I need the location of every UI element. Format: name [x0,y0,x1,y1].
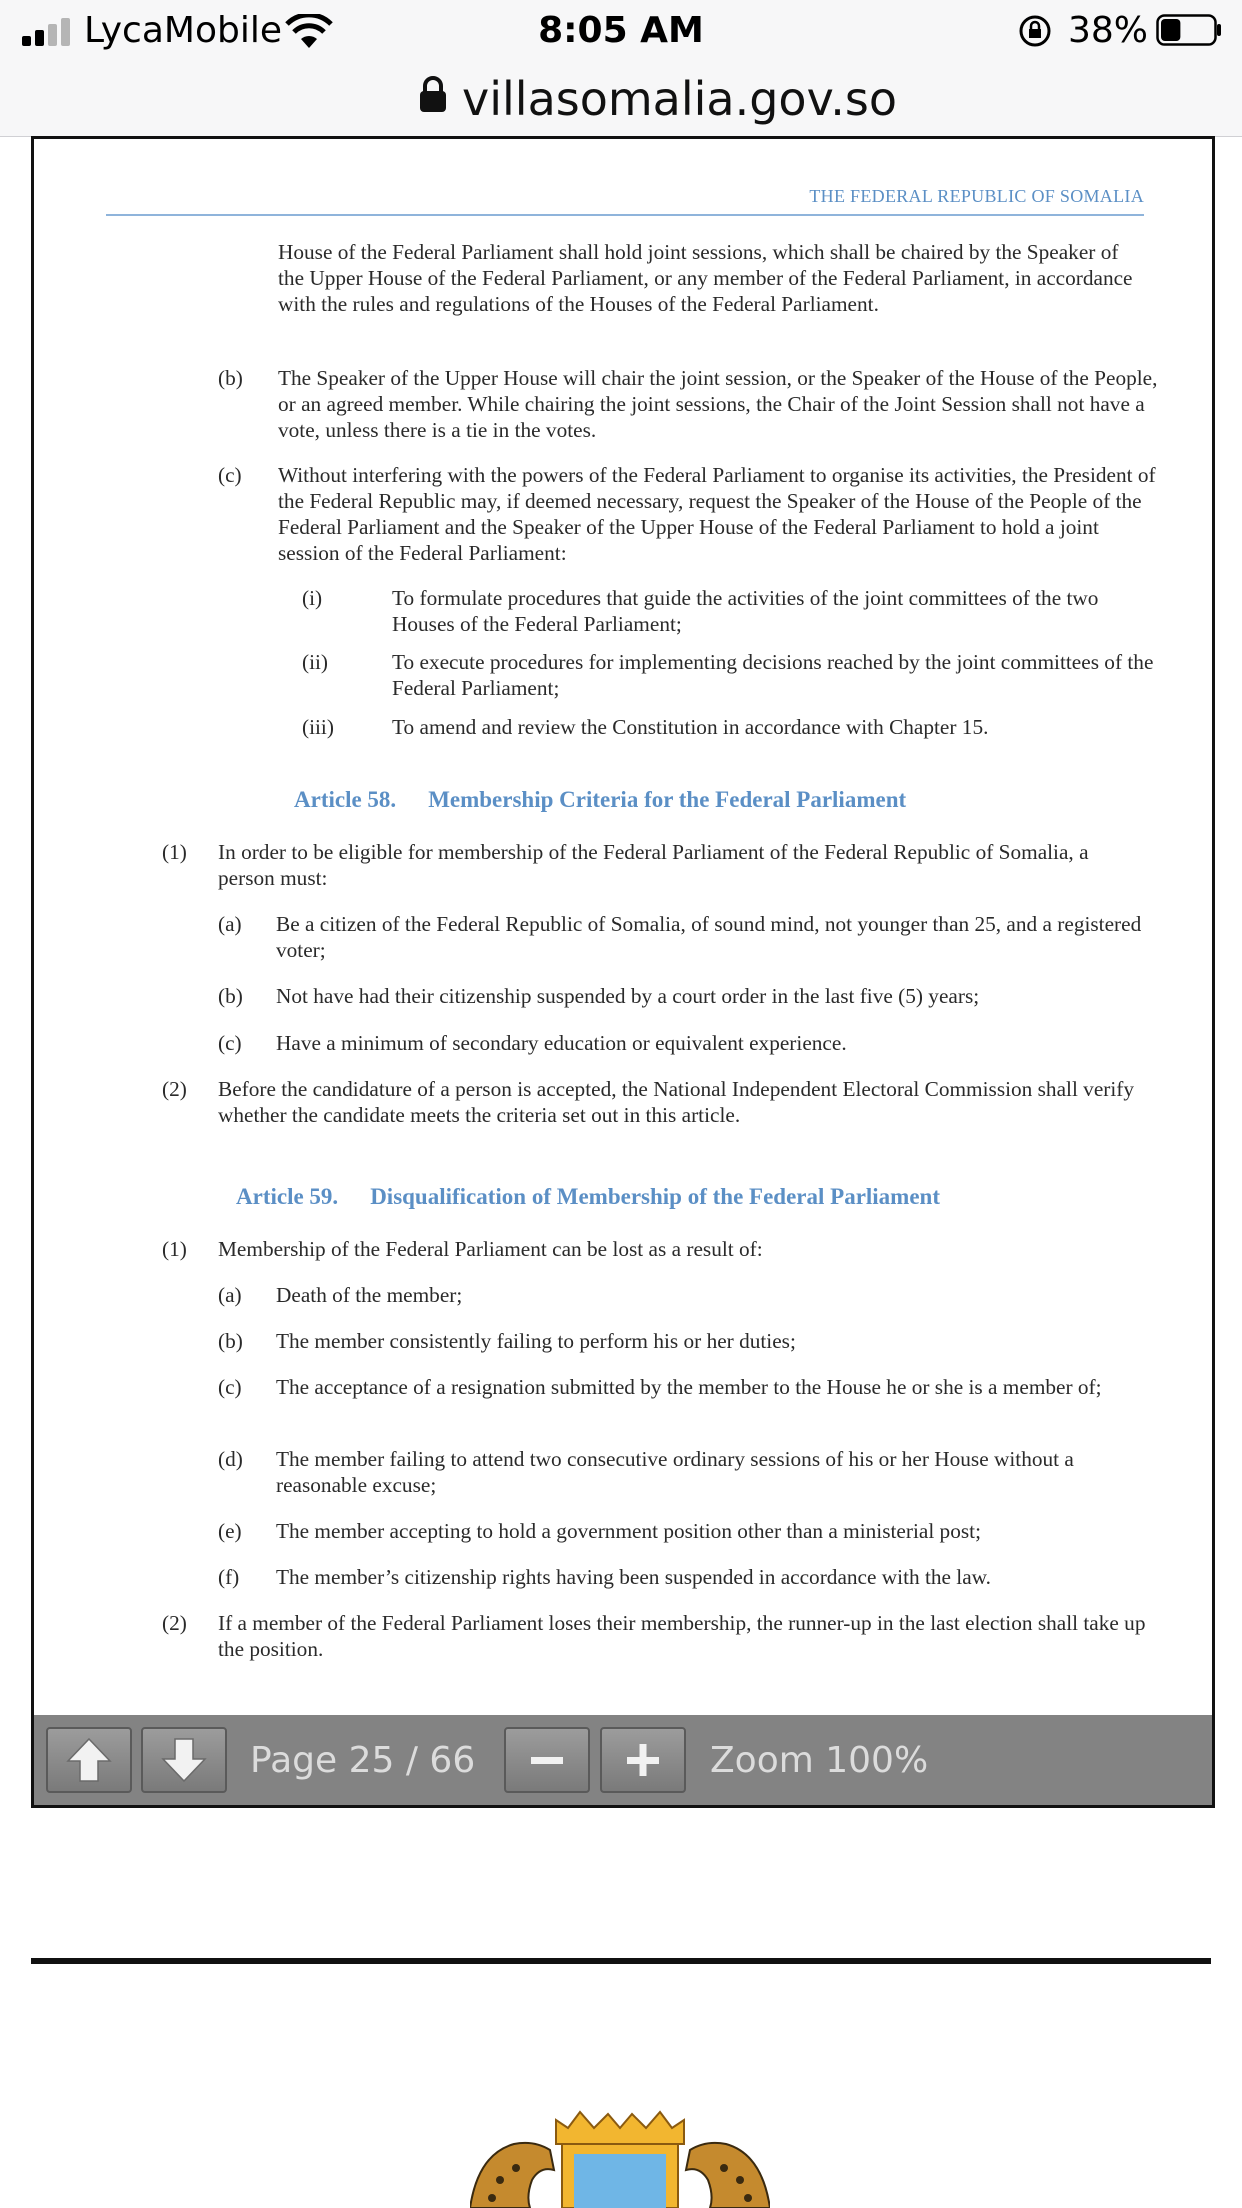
clause-text: Membership of the Federal Parliament can be lost as a result of: [218,1237,763,1261]
clause-marker: (1) [162,1237,187,1261]
battery-percentage: 38% [1068,10,1149,51]
clause-text: If a member of the Federal Parliament loses their membership, the runner-up in the last election shall take up the position. [218,1611,1146,1661]
subclause-marker: (iii) [302,715,334,739]
section-divider [31,1958,1211,1964]
subclause-text: To formulate procedures that guide the activities of the joint committees of the two Houses of the Federal Parliament; [392,586,1099,636]
arrow-down-icon [143,1729,225,1791]
subclause-marker: (d) [218,1447,243,1471]
subclause-text: To execute procedures for implementing decisions reached by the joint committees of the Federal Parliament; [392,650,1154,700]
subclause-marker: (a) [218,1283,242,1307]
header-divider [106,214,1144,216]
pdf-viewer[interactable] [31,136,1215,1808]
zoom-in-button[interactable] [600,1727,686,1793]
subclause-marker: (c) [218,1375,242,1399]
subclause-text: The member’s citizenship rights having been suspended in accordance with the law. [276,1565,991,1589]
subclause-text: To amend and review the Constitution in accordance with Chapter 15. [392,715,989,739]
continued-paragraph: House of the Federal Parliament shall hold joint sessions, which shall be chaired by the Speaker of the Upper House of the Federal Parliament, or any member of the Federal Parliament, in accordance with the rules and regulations of the Houses of the Federal Parliament. [278,240,1133,316]
subclause-marker: (i) [302,586,323,610]
article-heading [294,787,906,813]
address-bar[interactable] [0,62,1242,137]
clause-marker: (2) [162,1611,187,1635]
url-text[interactable]: villasomalia.gov.so [462,72,897,126]
next-page-button[interactable] [141,1727,227,1793]
clause-marker: (b) [218,366,243,390]
minus-icon [506,1729,588,1791]
running-head: THE FEDERAL REPUBLIC OF SOMALIA [809,186,1144,206]
subclause-text: Have a minimum of secondary education or equivalent experience. [276,1031,847,1055]
pdf-toolbar [34,1715,1212,1808]
pdf-page [34,139,1212,1719]
subclause-marker: (ii) [302,650,329,674]
status-bar [0,0,1242,62]
subclause-marker: (c) [218,1031,242,1055]
page-indicator: Page 25 / 66 [250,1740,476,1781]
clause-marker: (1) [162,840,187,864]
clause-marker: (c) [218,463,242,487]
article-number: Article 58. [294,787,397,812]
rotation-lock-icon [1018,14,1052,48]
subclause-marker: (b) [218,984,243,1008]
article-title: Disqualification of Membership of the Federal Parliament [370,1184,940,1209]
clause-text: In order to be eligible for membership of the Federal Parliament of the Federal Republic of Somalia, a person must: [218,840,1089,890]
subclause-text: Be a citizen of the Federal Republic of Somalia, of sound mind, not younger than 25, and a registered voter; [276,912,1142,962]
subclause-text: Not have had their citizenship suspended by a court order in the last five (5) years; [276,984,980,1008]
subclause-marker: (a) [218,912,242,936]
article-title: Membership Criteria for the Federal Parliament [428,787,907,812]
subclause-text: The member accepting to hold a government position other than a ministerial post; [276,1519,981,1543]
clause-marker: (2) [162,1077,187,1101]
arrow-up-icon [48,1729,130,1791]
subclause-marker: (e) [218,1519,242,1543]
clause-text: Without interfering with the powers of the Federal Parliament to organise its activities, the President of the Federal Republic may, if deemed necessary, request the Speaker of the House of the People of the Federal Parliament and the Speaker of the Upper House of the Federal Parliament to hold a joint session of the Federal Parliament: [278,463,1156,565]
subclause-text: Death of the member; [276,1283,463,1307]
subclause-marker: (b) [218,1329,243,1353]
zoom-indicator: Zoom 100% [710,1740,929,1781]
subclause-text: The member failing to attend two consecutive ordinary sessions of his or her House without a reasonable excuse; [276,1447,1074,1497]
lock-icon [418,74,448,114]
coat-of-arms-icon [470,2110,770,2208]
zoom-out-button[interactable] [504,1727,590,1793]
battery-icon [1156,14,1222,46]
subclause-marker: (f) [218,1565,240,1589]
clause-text: Before the candidature of a person is accepted, the National Independent Electoral Commission shall verify whether the candidate meets the criteria set out in this article. [218,1077,1135,1127]
subclause-text: The acceptance of a resignation submitted by the member to the House he or she is a member of; [276,1375,1102,1399]
status-time: 8:05 AM [538,10,704,51]
plus-icon [602,1729,684,1791]
previous-page-button[interactable] [46,1727,132,1793]
article-number: Article 59. [236,1184,339,1209]
carrier-name: LycaMobile [84,10,282,51]
article-heading [236,1184,940,1210]
subclause-text: The member consistently failing to perform his or her duties; [276,1329,796,1353]
clause-text: The Speaker of the Upper House will chair the joint session, or the Speaker of the House of the People, or an agreed member. While chairing the joint sessions, the Chair of the Joint Session shall not have a vote, unless there is a tie in the votes. [278,366,1158,442]
